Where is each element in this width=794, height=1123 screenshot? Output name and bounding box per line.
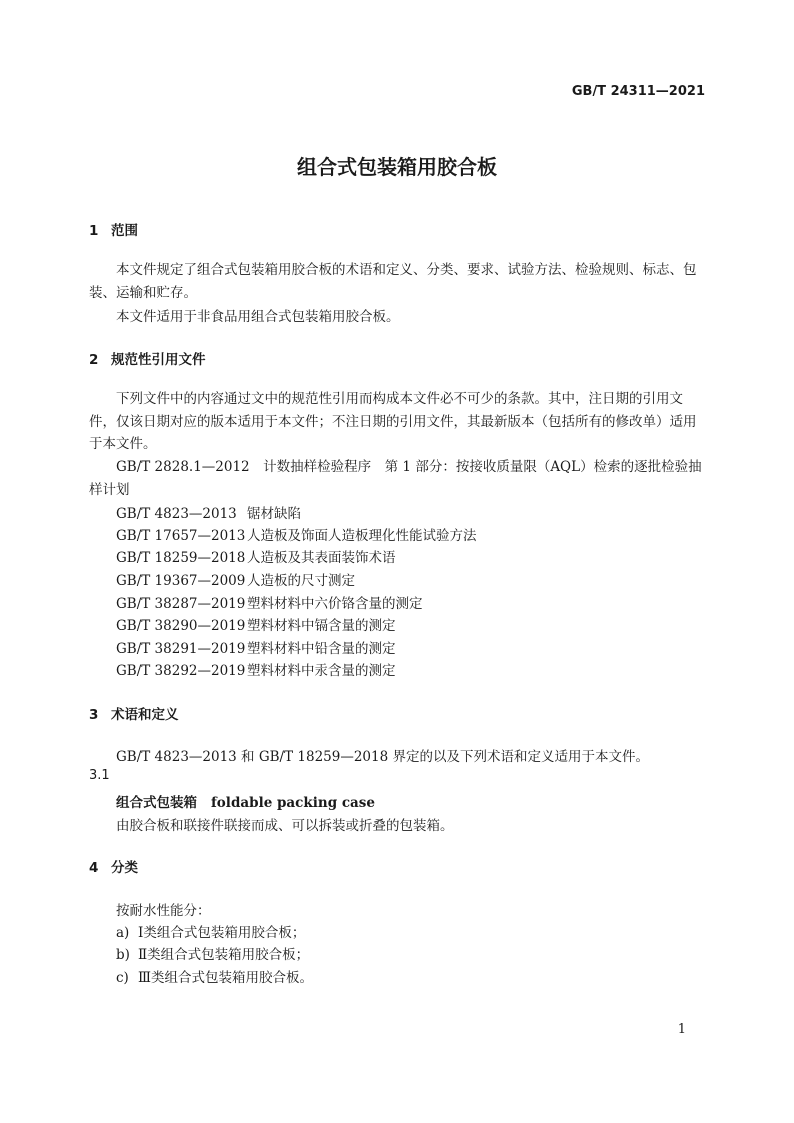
reference-code: GB/T 38291—2019 <box>116 641 246 657</box>
reference-gbt-2828-1: GB/T 2828.1—2012 计数抽样检验程序 第 1 部分：按接收质量限（AQL）检索的逐批检验抽样计划 <box>89 459 702 498</box>
section-number: 4 <box>89 860 99 876</box>
section-2-heading <box>89 348 206 368</box>
reference-code: GB/T 18259—2018 <box>116 550 246 566</box>
reference-item <box>116 659 396 679</box>
reference-title: 锯材缺陷 <box>247 506 301 522</box>
section-1-heading <box>89 219 138 239</box>
document-title: 组合式包装箱用胶合板 <box>297 155 497 179</box>
section-3-heading <box>89 703 179 723</box>
section-number: 3 <box>89 707 99 723</box>
classification-intro: 按耐水性能分： <box>116 903 211 919</box>
reference-title: 人造板的尺寸测定 <box>247 573 355 589</box>
subclause-number: 3.1 <box>89 768 110 783</box>
list-marker: a) <box>116 925 130 941</box>
list-text: Ⅱ类组合式包装箱用胶合板； <box>138 947 310 963</box>
reference-title: 塑料材料中铅含量的测定 <box>247 641 396 657</box>
list-marker: b) <box>116 947 130 963</box>
reference-item <box>116 524 477 544</box>
term-english: foldable packing case <box>211 795 375 811</box>
section-title: 术语和定义 <box>111 707 179 723</box>
term-entry <box>116 791 375 811</box>
reference-item <box>116 637 396 657</box>
reference-title: 塑料材料中汞含量的测定 <box>247 663 396 679</box>
reference-code: GB/T 38292—2019 <box>116 663 246 679</box>
scope-paragraph-2: 本文件适用于非食品用组合式包装箱用胶合板。 <box>116 309 400 325</box>
reference-title: 塑料材料中镉含量的测定 <box>247 618 396 634</box>
scope-paragraph-1: 本文件规定了组合式包装箱用胶合板的术语和定义、分类、要求、试验方法、检验规则、标志、包装、运输和贮存。 <box>89 262 697 301</box>
list-item <box>116 921 305 941</box>
reference-code: GB/T 17657—2013 <box>116 528 246 544</box>
list-text: Ⅰ类组合式包装箱用胶合板； <box>138 925 306 941</box>
reference-item <box>116 502 301 522</box>
reference-code: GB/T 38287—2019 <box>116 596 246 612</box>
reference-code: GB/T 38290—2019 <box>116 618 246 634</box>
section-4-heading <box>89 856 138 876</box>
page-number: 1 <box>677 1022 686 1037</box>
reference-code: GB/T 4823—2013 <box>116 506 237 522</box>
section-title: 规范性引用文件 <box>111 352 206 368</box>
term-chinese: 组合式包装箱 <box>116 795 197 811</box>
section-number: 2 <box>89 352 99 368</box>
reference-item <box>116 614 396 634</box>
list-item <box>116 943 309 963</box>
reference-item <box>116 592 423 612</box>
standard-code: GB/T 24311—2021 <box>571 84 705 99</box>
section-title: 范围 <box>111 223 138 239</box>
list-text: Ⅲ类组合式包装箱用胶合板。 <box>138 970 314 986</box>
reference-item <box>116 546 396 566</box>
list-marker: c) <box>116 970 129 986</box>
reference-title: 塑料材料中六价铬含量的测定 <box>247 596 423 612</box>
reference-code: GB/T 19367—2009 <box>116 573 246 589</box>
section-title: 分类 <box>111 860 138 876</box>
normative-references-intro: 下列文件中的内容通过文中的规范性引用而构成本文件必不可少的条款。其中，注日期的引用文件，仅该日期对应的版本适用于本文件；不注日期的引用文件，其最新版本（包括所有的修改单）适用于本文件。 <box>89 391 697 452</box>
reference-title: 人造板及其表面装饰术语 <box>247 550 396 566</box>
reference-item <box>116 569 355 589</box>
term-definition: 由胶合板和联接件联接而成、可以拆装或折叠的包装箱。 <box>116 818 454 834</box>
terms-intro: GB/T 4823—2013 和 GB/T 18259—2018 界定的以及下列术语和定义适用于本文件。 <box>116 749 649 765</box>
reference-title: 人造板及饰面人造板理化性能试验方法 <box>247 528 477 544</box>
list-item <box>116 966 313 986</box>
section-number: 1 <box>89 223 99 239</box>
